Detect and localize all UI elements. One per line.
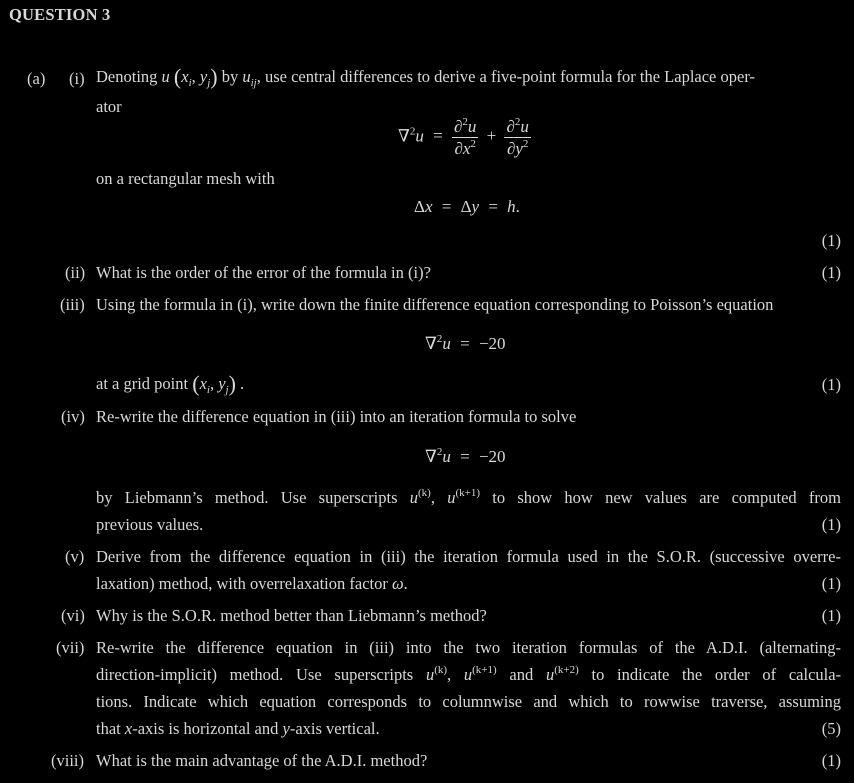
- item-iv-label: (iv): [61, 407, 85, 426]
- mesh-equation: Δx = Δy = h.: [414, 197, 520, 216]
- item-i-line1: Denoting u ($x_i$, $y_j$) by $u_{ij}$, use central differences to derive a five-point formula for the Laplace oper-: [96, 64, 755, 89]
- item-ii-label: (ii): [65, 263, 86, 282]
- item-i-marks: (1): [821, 231, 841, 250]
- item-viii-marks: (1): [821, 751, 841, 770]
- item-viii-label: (viii): [51, 751, 84, 770]
- question-heading: QUESTION 3: [9, 5, 111, 24]
- poisson-equation-2: ∇$^2$u = −20: [425, 446, 506, 466]
- item-ii-text: What is the order of the error of the formula in (i)?: [96, 263, 431, 282]
- part-label: (a): [27, 69, 46, 88]
- item-v-marks: (1): [821, 574, 841, 593]
- item-viii-text: What is the main advantage of the A.D.I. method?: [96, 751, 428, 770]
- item-vii-marks: (5): [821, 719, 841, 738]
- item-vii-line2: direction-implicit) method. Use superscripts $u^{(k)}$, $u^{(k+1)}$ and $u^{(k+2)}$ to indicate the order of calcula-: [96, 664, 842, 684]
- item-iv-line3: previous values.: [96, 515, 204, 534]
- item-ii-marks: (1): [821, 263, 841, 282]
- item-iv-marks: (1): [821, 515, 841, 534]
- item-iv-line2: by Liebmann’s method. Use superscripts $u^{(k)}$, $u^{(k+1)}$ to show how new values are computed from: [96, 487, 841, 507]
- item-i-line2: ator: [96, 97, 122, 116]
- item-iii-line1: Using the formula in (i), write down the finite difference equation corresponding to Poisson’s equation: [96, 295, 774, 314]
- laplace-equation: ∇$^2$u = $\frac{\partial^2u}{\partial x^2}$ + $\frac{\partial^2u}{\partial y^2}$: [398, 116, 529, 158]
- item-iii-label: (iii): [60, 295, 85, 314]
- poisson-equation-1: ∇$^2$u = −20: [425, 333, 506, 353]
- item-vi-marks: (1): [821, 606, 841, 625]
- item-vii-line4: that x-axis is horizontal and y-axis vertical.: [96, 719, 380, 738]
- item-iv-line1: Re-write the difference equation in (iii) into an iteration formula to solve: [96, 407, 577, 426]
- item-vi-label: (vi): [61, 606, 85, 625]
- item-i-line3: on a rectangular mesh with: [96, 169, 275, 188]
- item-iii-line2: at a grid point ($x_i$, $y_j$) .: [96, 371, 245, 396]
- item-vii-line1: Re-write the difference equation in (iii) into the two iteration formulas of the A.D.I. (alternating-: [96, 638, 841, 657]
- item-v-line2: laxation) method, with overrelaxation factor ω.: [96, 574, 408, 593]
- item-v-line1: Derive from the difference equation in (iii) the iteration formula used in the S.O.R. (successive overre-: [96, 547, 841, 566]
- item-vii-line3: tions. Indicate which equation corresponds to columnwise and which to rowwise traverse, assuming: [96, 692, 841, 711]
- item-iii-marks: (1): [821, 375, 841, 394]
- item-vi-text: Why is the S.O.R. method better than Liebmann’s method?: [96, 606, 487, 625]
- item-vii-label: (vii): [56, 638, 85, 657]
- item-v-label: (v): [65, 547, 85, 566]
- item-i-label: (i): [69, 69, 85, 88]
